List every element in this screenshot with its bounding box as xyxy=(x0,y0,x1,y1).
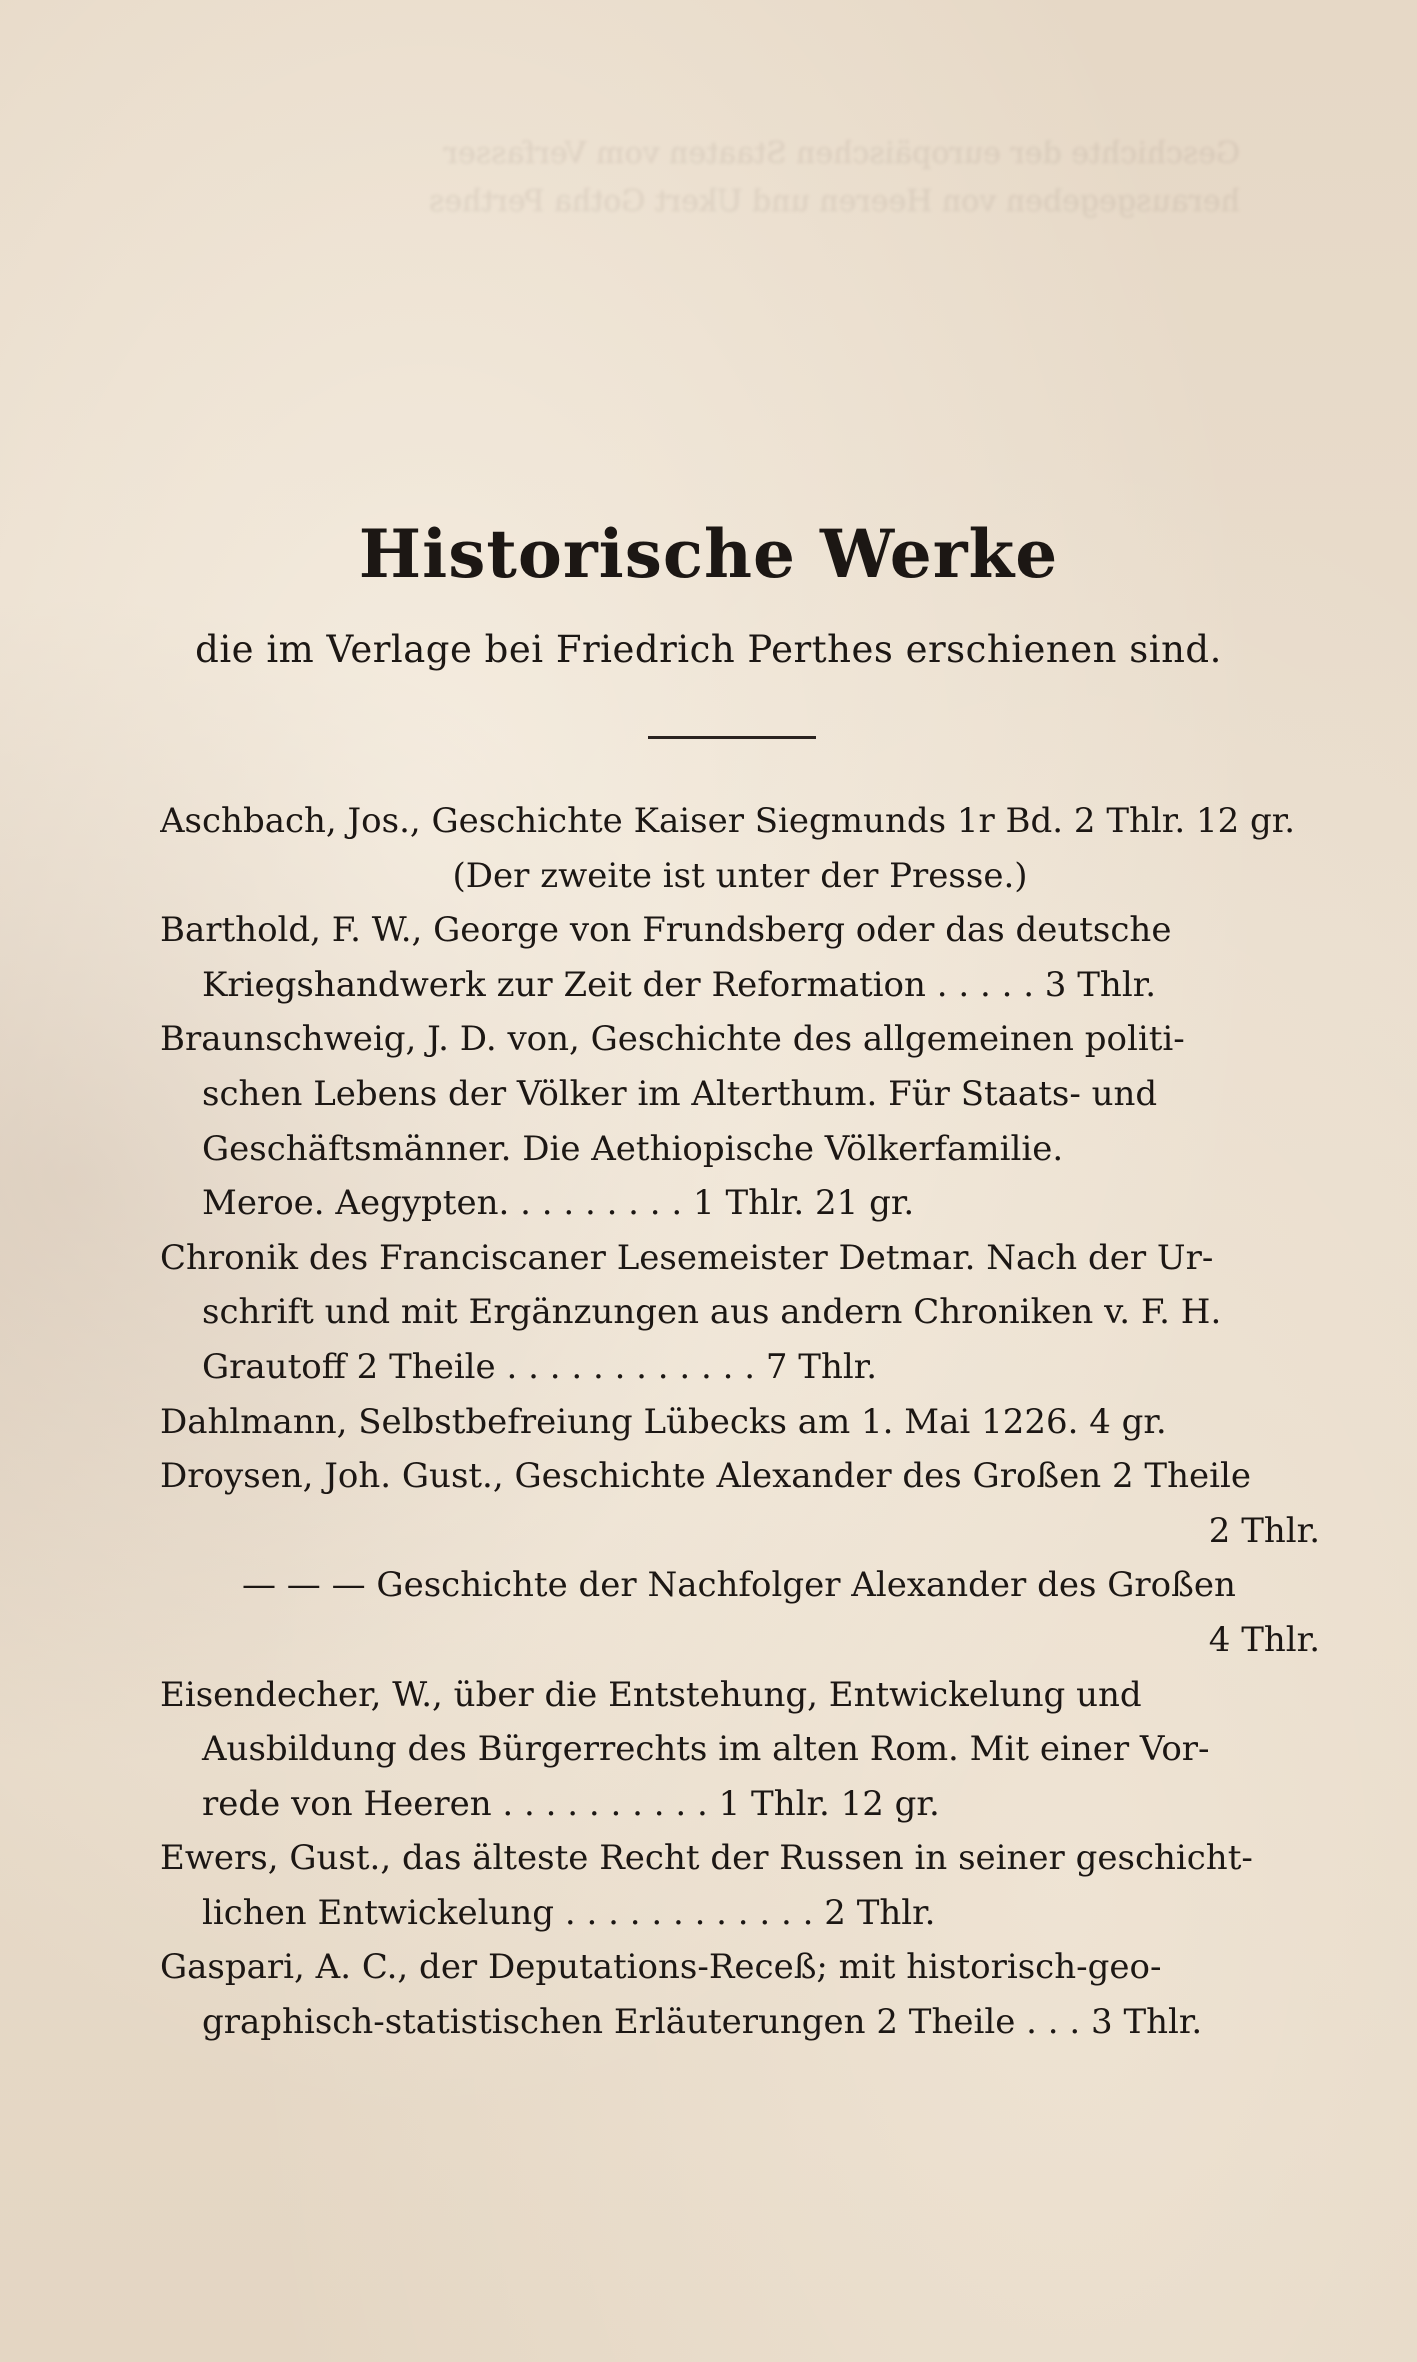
entry-line: Braunschweig, J. D. von, Geschichte des allgemeinen politi- xyxy=(160,1019,1185,1060)
entry-line: graphisch-statistischen Erläuterungen 2 Theile . . . 3 Thlr. xyxy=(202,2002,1203,2043)
catalog-entry-chronik xyxy=(160,1231,1320,1395)
catalog-entries xyxy=(160,794,1320,2050)
entry-line: Gaspari, A. C., der Deputations-Receß; mit historisch-geo- xyxy=(160,1947,1162,1988)
title-divider xyxy=(648,736,816,739)
entry-line: schen Lebens der Völker im Alterthum. Für Staats- und xyxy=(202,1073,1158,1114)
catalog-entry-droysen xyxy=(160,1449,1320,1558)
entry-line: — — — Geschichte der Nachfolger Alexander des Großen xyxy=(242,1565,1236,1606)
entry-price: 4 Thlr. xyxy=(1208,1619,1320,1660)
entry-line: Eisendecher, W., über die Entstehung, Entwickelung und xyxy=(160,1674,1142,1715)
catalog-entry-dahlmann xyxy=(160,1395,1320,1450)
page-subtitle: die im Verlage bei Friedrich Perthes erschienen sind. xyxy=(195,628,1222,671)
catalog-entry-aschbach xyxy=(160,794,1320,903)
entry-line: rede von Heeren . . . . . . . . . . 1 Thlr. 12 gr. xyxy=(202,1783,940,1824)
catalog-entry-barthold xyxy=(160,903,1320,1012)
entry-line: Droysen, Joh. Gust., Geschichte Alexander des Großen 2 Theile xyxy=(160,1456,1251,1497)
entry-note: (Der zweite ist unter der Presse.) xyxy=(452,855,1028,896)
entry-line: lichen Entwickelung . . . . . . . . . . . . 2 Thlr. xyxy=(202,1892,936,1933)
entry-line: Geschäftsmänner. Die Aethiopische Völkerfamilie. xyxy=(202,1128,1064,1169)
entry-line: Grautoff 2 Theile . . . . . . . . . . . . 7 Thlr. xyxy=(202,1346,878,1387)
entry-line: Barthold, F. W., George von Frundsberg oder das deutsche xyxy=(160,910,1172,951)
bleed-through-text: Geschichte der europäischen Staaten vom Verfasser herausgegeben von Heeren und Ukert Gotha Perthes xyxy=(428,136,1240,219)
catalog-entry-eisendecher xyxy=(160,1668,1320,1832)
entry-line: Chronik des Franciscaner Lesemeister Detmar. Nach der Ur- xyxy=(160,1237,1214,1278)
catalog-entry-gaspari xyxy=(160,1940,1320,2049)
catalog-entry-ewers xyxy=(160,1831,1320,1940)
entry-line: schrift und mit Ergänzungen aus andern Chroniken v. F. H. xyxy=(202,1292,1222,1333)
entry-line: Ewers, Gust., das älteste Recht der Russen in seiner geschicht- xyxy=(160,1838,1253,1879)
entry-line: Kriegshandwerk zur Zeit der Reformation . . . . . 3 Thlr. xyxy=(202,964,1157,1005)
catalog-entry-braunschweig xyxy=(160,1012,1320,1230)
entry-line: Aschbach, Jos., Geschichte Kaiser Siegmunds 1r Bd. 2 Thlr. 12 gr. xyxy=(160,801,1296,841)
entry-price: 2 Thlr. xyxy=(1208,1510,1320,1551)
catalog-entry-droysen-nachfolger xyxy=(160,1558,1320,1667)
page-title: Historische Werke xyxy=(358,515,1059,593)
entry-line: Ausbildung des Bürgerrechts im alten Rom. Mit einer Vor- xyxy=(202,1729,1210,1770)
entry-line: Dahlmann, Selbstbefreiung Lübecks am 1. Mai 1226. 4 gr. xyxy=(160,1401,1167,1442)
entry-line: Meroe. Aegypten. . . . . . . . . 1 Thlr. 21 gr. xyxy=(202,1183,915,1224)
